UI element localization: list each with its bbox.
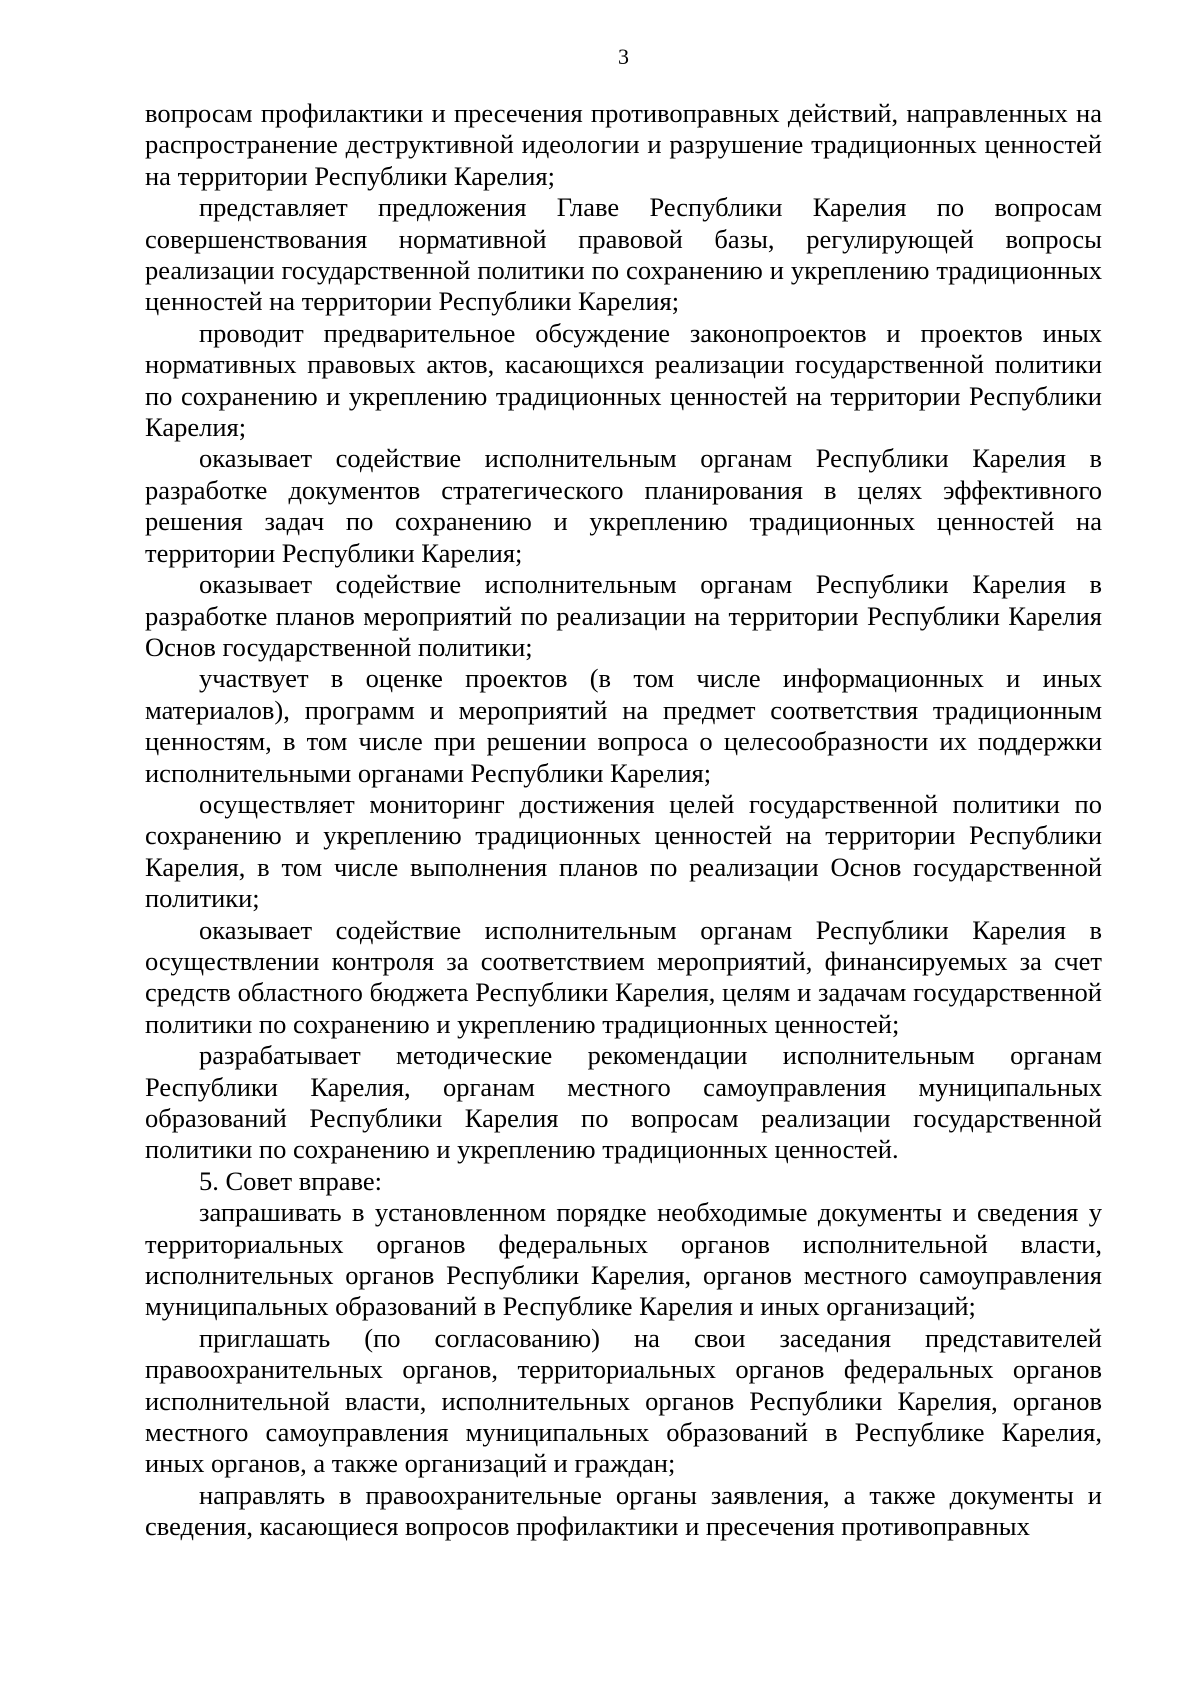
section-heading: 5. Совет вправе: [199,1165,382,1196]
paragraph: запрашивать в установленном порядке необходимые документы и сведения у территориальных органов федеральных органов исполнительной власти, исполнительных органов Республики Карелия, органов местного самоуправления муниципальных образований в Республике Карелия и иных организаций; [145,1197,1102,1322]
paragraph: представляет предложения Главе Республики Карелия по вопросам совершенствования нормативной правовой базы, регулирующей вопросы реализации государственной политики по сохранению и укреплению традиционных ценностей на территории Республики Карелия; [145,192,1102,317]
paragraph: оказывает содействие исполнительным органам Республики Карелия в разработке планов мероприятий по реализации на территории Республики Карелия Основ государственной политики; [145,569,1102,662]
paragraph: приглашать (по согласованию) на свои заседания представителей правоохранительных органов, территориальных органов федеральных органов исполнительной власти, исполнительных органов Республики Карелия, органов местного самоуправления муниципальных образований в Республике Карелия, иных органов, а также организаций и граждан; [145,1322,1102,1479]
paragraph: проводит предварительное обсуждение законопроектов и проектов иных нормативных правовых актов, касающихся реализации государственной политики по сохранению и укреплению традиционных ценностей на территории Республики Карелия; [145,317,1102,443]
page-number: 3 [618,44,629,69]
document-body [145,98,1102,1543]
paragraph: осуществляет мониторинг достижения целей государственной политики по сохранению и укреплению традиционных ценностей на территории Республики Карелия, в том числе выполнения планов по реализации Основ государственной политики; [145,788,1102,914]
paragraph: оказывает содействие исполнительным органам Республики Карелия в осуществлении контроля за соответствием мероприятий, финансируемых за счет средств областного бюджета Республики Карелия, целям и задачам государственной политики по сохранению и укреплению традиционных ценностей; [145,914,1102,1039]
paragraph: оказывает содействие исполнительным органам Республики Карелия в разработке документов стратегического планирования в целях эффективного решения задач по сохранению и укреплению традиционных ценностей на территории Республики Карелия; [145,443,1102,568]
paragraph: участвует в оценке проектов (в том числе информационных и иных материалов), программ и мероприятий на предмет соответствия традиционным ценностям, в том числе при решении вопроса о целесообразности их поддержки исполнительными органами Республики Карелия; [145,663,1102,788]
paragraph-continuation: вопросам профилактики и пресечения противоправных действий, направленных на распространение деструктивной идеологии и разрушение традиционных ценностей на территории Республики Карелия; [145,98,1102,191]
paragraph: разрабатывает методические рекомендации исполнительным органам Республики Карелия, органам местного самоуправления муниципальных образований Республики Карелия по вопросам реализации государственной политики по сохранению и укреплению традиционных ценностей. [145,1040,1102,1165]
paragraph: направлять в правоохранительные органы заявления, а также документы и сведения, касающиеся вопросов профилактики и пресечения противоправных [145,1479,1102,1542]
